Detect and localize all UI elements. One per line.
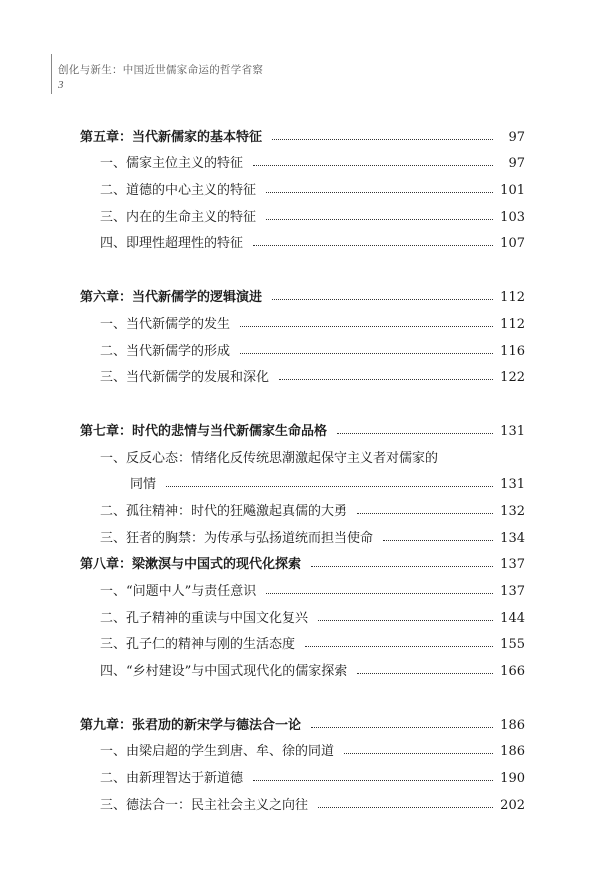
- toc-entry-page: 134: [500, 530, 525, 546]
- toc-section-entry[interactable]: [80, 492, 525, 519]
- toc-entry-label: 三、狂者的胸禁：为传承与弘扬道统而担当使命: [100, 530, 374, 546]
- dot-leader: [253, 165, 493, 166]
- toc-entry-label: 四、即理性超理性的特征: [100, 236, 244, 252]
- toc-entry-label: 第八章：梁漱溟与中国式的现代化探索: [80, 557, 302, 573]
- toc-section-entry[interactable]: [80, 171, 525, 198]
- toc-entry-label: 第六章：当代新儒学的逻辑演进: [80, 290, 263, 306]
- toc-entry-page: 116: [500, 343, 525, 359]
- toc-section-entry[interactable]: [80, 626, 525, 653]
- dot-leader: [272, 139, 493, 140]
- toc-entry-page: 112: [500, 290, 525, 306]
- table-of-contents: [80, 118, 525, 813]
- toc-entry-label: 二、当代新儒学的形成: [100, 343, 231, 359]
- toc-chapter-entry[interactable]: [80, 278, 525, 305]
- toc-entry-page: 131: [500, 477, 525, 493]
- toc-entry-label: 第五章：当代新儒家的基本特征: [80, 129, 263, 145]
- toc-entry-page: 137: [500, 584, 525, 599]
- dot-leader: [240, 353, 493, 354]
- toc-entry-label: 三、内在的生命主义的特征: [100, 209, 257, 225]
- dot-leader: [357, 513, 493, 514]
- toc-section-entry[interactable]: [80, 359, 525, 386]
- toc-entry-label: 二、由新理智达于新道德: [100, 771, 244, 787]
- toc-entry-label: 一、由梁启超的学生到唐、牟、徐的同道: [100, 744, 335, 760]
- dot-leader: [253, 245, 493, 246]
- toc-chapter-entry[interactable]: [80, 412, 525, 439]
- toc-chapter-entry[interactable]: [80, 118, 525, 145]
- toc-chapter-entry[interactable]: [80, 706, 525, 733]
- dot-leader: [266, 192, 493, 193]
- toc-section-entry[interactable]: [80, 759, 525, 786]
- toc-entry-page: 122: [500, 370, 525, 386]
- toc-entry-label: 第七章：时代的悲情与当代新儒家生命品格: [80, 423, 328, 439]
- toc-section-continuation[interactable]: [80, 466, 525, 493]
- toc-entry-page: 186: [500, 717, 525, 733]
- toc-entry-page: 137: [500, 557, 525, 573]
- toc-entry-page: 101: [500, 183, 525, 199]
- dot-leader: [337, 433, 493, 434]
- dot-leader: [311, 566, 493, 567]
- page-number: 3: [58, 79, 64, 91]
- toc-entry-page: 155: [500, 637, 525, 653]
- toc-entry-label: 第九章：张君劢的新宋学与德法合一论: [80, 717, 302, 733]
- toc-section-entry[interactable]: [80, 786, 525, 813]
- toc-section-entry[interactable]: [80, 733, 525, 760]
- toc-entry-label: 三、当代新儒学的发展和深化: [100, 370, 270, 386]
- dot-leader: [318, 620, 493, 621]
- toc-entry-label: 一、当代新儒学的发生: [100, 316, 231, 332]
- toc-entry-label: 一、儒家主位主义的特征: [100, 156, 244, 172]
- toc-section-entry[interactable]: [80, 652, 525, 679]
- toc-entry-label: 二、孔子精神的重读与中国文化复兴: [100, 610, 309, 626]
- dot-leader: [266, 219, 493, 220]
- toc-entry-page: 97: [508, 129, 525, 145]
- dot-leader: [344, 753, 493, 754]
- toc-section-entry[interactable]: [80, 145, 525, 172]
- dot-leader: [279, 379, 493, 380]
- dot-leader: [311, 727, 493, 728]
- dot-leader: [272, 299, 493, 300]
- dot-leader: [240, 326, 493, 327]
- toc-entry-page: 132: [500, 503, 525, 519]
- toc-entry-page: 131: [500, 423, 525, 439]
- toc-entry-page: 97: [508, 156, 525, 172]
- toc-entry-label: 二、孤往精神：时代的狂飚激起真儒的大勇: [100, 503, 348, 519]
- toc-entry-label: 四、“乡村建设”与中国式现代化的儒家探索: [100, 664, 348, 680]
- toc-chapter-entry[interactable]: [80, 546, 525, 573]
- toc-entry-label: 三、德法合一：民主社会主义之向往: [100, 797, 309, 813]
- toc-entry-page: 112: [500, 316, 525, 332]
- toc-section-entry[interactable]: [80, 439, 525, 466]
- toc-entry-label: 一、“问题中人”与责任意识: [100, 584, 257, 599]
- toc-section-entry[interactable]: [80, 332, 525, 359]
- toc-gap: [80, 385, 525, 412]
- toc-entry-page: 103: [500, 209, 525, 225]
- header-rule: [51, 54, 52, 94]
- dot-leader: [357, 673, 493, 674]
- toc-section-entry[interactable]: [80, 305, 525, 332]
- toc-section-entry[interactable]: [80, 225, 525, 252]
- toc-entry-page: 166: [500, 664, 525, 680]
- toc-entry-label: 二、道德的中心主义的特征: [100, 183, 257, 199]
- toc-section-entry[interactable]: [80, 572, 525, 599]
- dot-leader: [383, 540, 493, 541]
- running-header-title: 创化与新生：中国近世儒家命运的哲学省察: [58, 64, 264, 76]
- dot-leader: [266, 593, 493, 594]
- toc-section-entry[interactable]: [80, 519, 525, 546]
- dot-leader: [253, 780, 493, 781]
- toc-section-entry[interactable]: [80, 198, 525, 225]
- dot-leader: [318, 807, 493, 808]
- toc-entry-label: 同情: [130, 477, 157, 493]
- toc-entry-page: 186: [500, 744, 525, 760]
- toc-gap: [80, 251, 525, 278]
- toc-entry-page: 202: [500, 797, 525, 813]
- toc-entry-label: 三、孔子仁的精神与刚的生活态度: [100, 637, 296, 653]
- toc-section-entry[interactable]: [80, 599, 525, 626]
- dot-leader: [305, 646, 493, 647]
- toc-entry-page: 107: [500, 236, 525, 252]
- toc-entry-label: 一、反反心态：情绪化反传统思潮激起保守主义者对儒家的: [100, 450, 439, 466]
- dot-leader: [166, 486, 493, 487]
- toc-entry-page: 144: [500, 610, 525, 626]
- toc-entry-page: 190: [500, 771, 525, 787]
- toc-gap: [80, 679, 525, 706]
